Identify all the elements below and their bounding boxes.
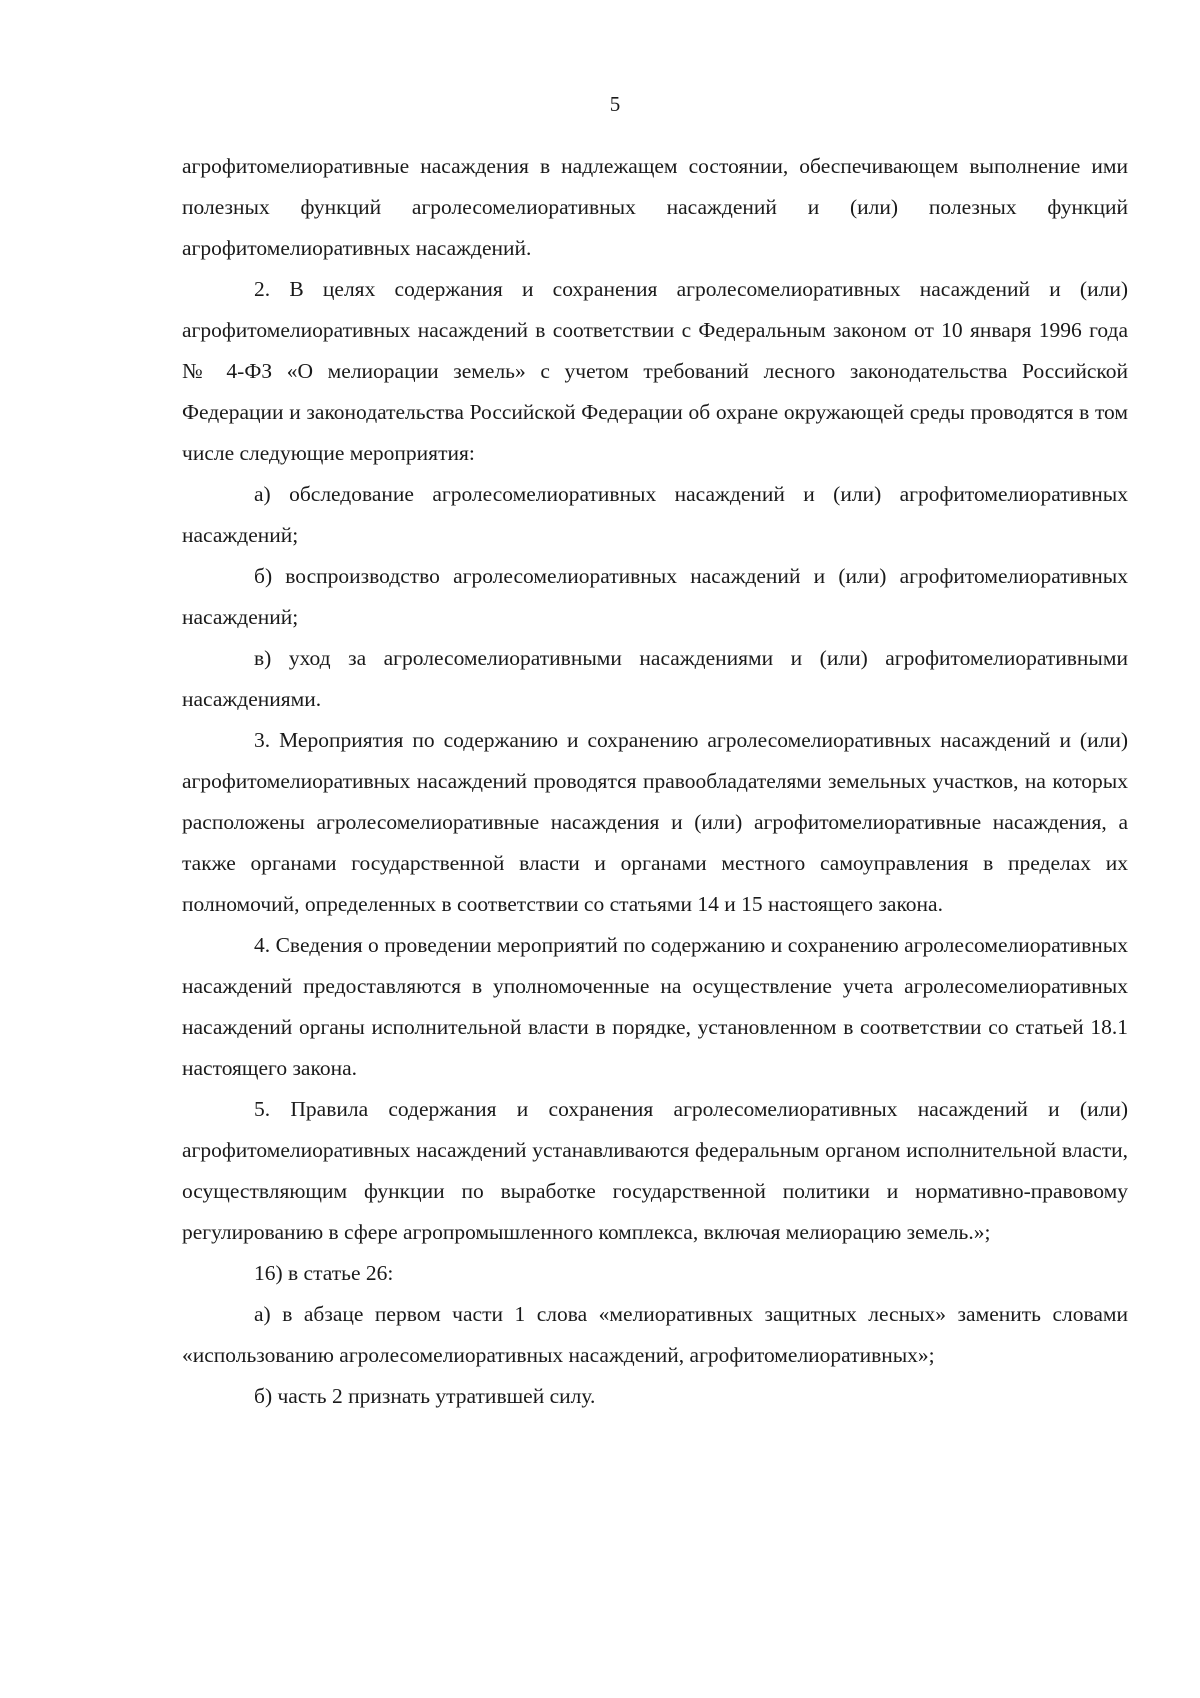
paragraph-clause-5: 5. Правила содержания и сохранения агролесомелиоративных насаждений и (или) агрофитомелиоративных насаждений устанавливаются федеральным органом исполнительной власти, осуществляющим функции по выработке государственной политики и нормативно-правовому регулированию в сфере агропромышленного комплекса, включая мелиорацию земель.»; — [182, 1097, 1128, 1244]
paragraph-clause-4: 4. Сведения о проведении мероприятий по содержанию и сохранению агролесомелиоративных насаждений предоставляются в уполномоченные на осуществление учета агролесомелиоративных насаждений органы исполнительной власти в порядке, установленном в соответствии со статьей 18.1 настоящего закона. — [182, 933, 1128, 1080]
paragraph-continuation: агрофитомелиоративные насаждения в надлежащем состоянии, обеспечивающем выполнение ими полезных функций агролесомелиоративных насаждений и (или) полезных функций агрофитомелиоративных насаждений. — [182, 154, 1128, 260]
list-item-v: в) уход за агролесомелиоративными насаждениями и (или) агрофитомелиоративными насаждениями. — [182, 646, 1128, 711]
document-body — [182, 146, 1128, 1417]
list-item-b: б) воспроизводство агролесомелиоративных насаждений и (или) агрофитомелиоративных насаждений; — [182, 564, 1128, 629]
list-item-16a: а) в абзаце первом части 1 слова «мелиоративных защитных лесных» заменить словами «использованию агролесомелиоративных насаждений, агрофитомелиоративных»; — [182, 1302, 1128, 1367]
paragraph-clause-2: 2. В целях содержания и сохранения агролесомелиоративных насаждений и (или) агрофитомелиоративных насаждений в соответствии с Федеральным законом от 10 января 1996 года № 4-ФЗ «О мелиорации земель» с учетом требований лесного законодательства Российской Федерации и законодательства Российской Федерации об охране окружающей среды проводятся в том числе следующие мероприятия: — [182, 277, 1128, 465]
paragraph-clause-3: 3. Мероприятия по содержанию и сохранению агролесомелиоративных насаждений и (или) агрофитомелиоративных насаждений проводятся правообладателями земельных участков, на которых расположены агролесомелиоративные насаждения и (или) агрофитомелиоративные насаждения, а также органами государственной власти и органами местного самоуправления в пределах их полномочий, определенных в соответствии со статьями 14 и 15 настоящего закона. — [182, 728, 1128, 916]
list-item-a: а) обследование агролесомелиоративных насаждений и (или) агрофитомелиоративных насаждений; — [182, 482, 1128, 547]
page-number: 5 — [609, 92, 621, 116]
list-item-16b: б) часть 2 признать утратившей силу. — [254, 1384, 596, 1408]
paragraph-item-16: 16) в статье 26: — [254, 1261, 394, 1285]
